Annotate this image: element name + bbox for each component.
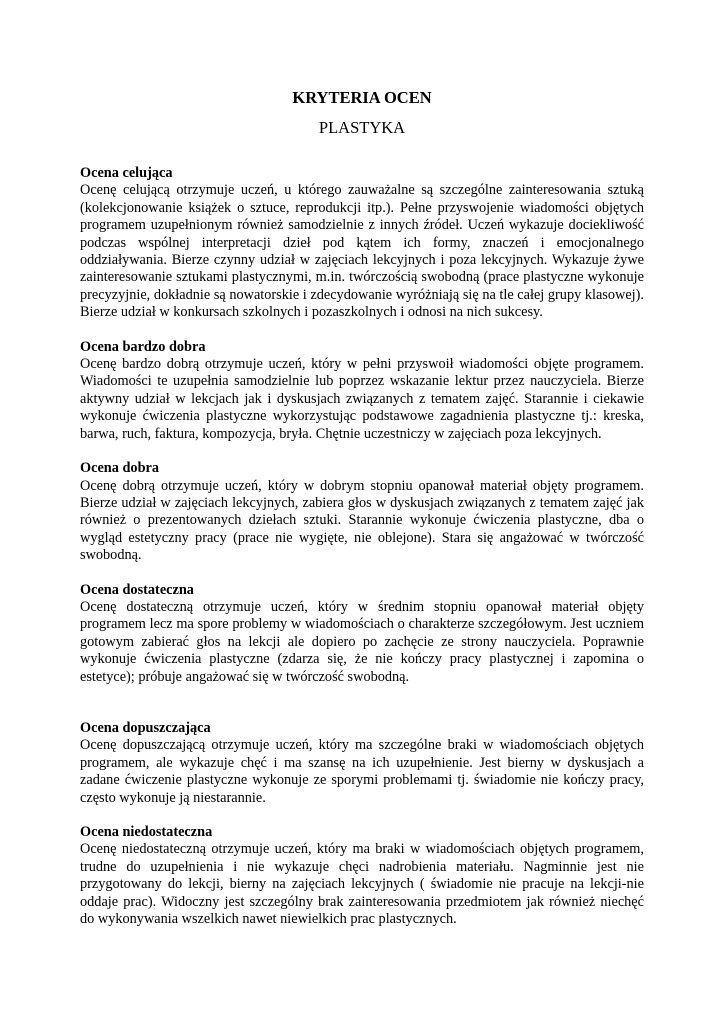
section-celujaca bbox=[80, 165, 644, 322]
section-body: Ocenę celującą otrzymuje uczeń, u którego zauważalne są szczególne zainteresowania sztuką (kolekcjonowanie książek o sztuce, reprodukcji itp.). Pełne przyswojenie wiadomości objętych programem uzupełnionym również samodzielnie z innych źródeł. Uczeń wykazuje dociekliwość podczas wspólnej interpretacji dzieł pod kątem ich formy, znaczeń i emocjonalnego oddziaływania. Bierze czynny udział w zajęciach lekcyjnych i poza lekcyjnych. Wykazuje żywe zainteresowanie sztukami plastycznymi, m.in. twórczością swobodną (prace plastyczne wykonuje precyzyjnie, dokładnie są nowatorskie i zdecydowanie wyróżniają się na tle całej grupy klasowej). Bierze udział w konkursach szkolnych i pozaszkolnych i odnosi na nich sukcesy. bbox=[80, 182, 644, 321]
page-title: KRYTERIA OCEN bbox=[292, 88, 432, 107]
section-heading: Ocena dobra bbox=[80, 460, 160, 477]
section-body: Ocenę niedostateczną otrzymuje uczeń, który ma braki w wiadomościach objętych programem, trudne do uzupełnienia i nie wykazuje chęci nadrobienia materiału. Nagminnie jest nie przygotowany do lekcji, bierny na zajęciach lekcyjnych ( świadomie nie pracuje na lekcji-nie oddaje prac). Widoczny jest szczególny brak zainteresowania przedmiotem jak również niechęć do wykonywania wszelkich nawet niewielkich prac plastycznych. bbox=[80, 841, 644, 928]
section-heading: Ocena bardzo dobra bbox=[80, 338, 206, 355]
section-body: Ocenę dostateczną otrzymuje uczeń, który w średnim stopniu opanował materiał objęty programem lecz ma spore problemy w wiadomościach o charakterze szczegółowym. Jest uczniem gotowym zabierać głos na lekcji ale dopiero po zachęcie ze strony nauczyciela. Poprawnie wykonuje ćwiczenia plastyczne (zdarza się, że nie kończy pracy plastycznej i zapomina o estetyce); próbuje angażować się w twórczość swobodną. bbox=[80, 598, 644, 685]
section-heading: Ocena dopuszczająca bbox=[80, 719, 211, 736]
section-body: Ocenę dopuszczającą otrzymuje uczeń, który ma szczególne braki w wiadomościach objętych programem, ale wykazuje chęć i ma szansę na ich uzupełnienie. Jest bierny w dyskusjach a zadane ćwiczenie plastyczne wykonuje ze sporymi problemami tj. świadomie nie kończy pracy, często wykonuje ją niestarannie. bbox=[80, 737, 644, 806]
page-subtitle: PLASTYKA bbox=[318, 118, 406, 137]
section-heading: Ocena dostateczna bbox=[80, 581, 194, 598]
document-page bbox=[80, 88, 644, 928]
section-dostateczna bbox=[80, 582, 644, 686]
section-body: Ocenę bardzo dobrą otrzymuje uczeń, który w pełni przyswoił wiadomości objęte programem. Wiadomości te uzupełnia samodzielnie lub poprzez wskazanie lektur przez nauczyciela. Bierze aktywny udział w lekcjach jak i dyskusjach związanych z tematem zajęć. Starannie i ciekawie wykonuje ćwiczenia plastyczne wykorzystując podstawowe zagadnienia plastyczne tj.: kreska, barwa, ruch, faktura, kompozycja, bryła. Chętnie uczestniczy w zajęciach poza lekcyjnych. bbox=[80, 356, 644, 442]
section-dopuszczajaca bbox=[80, 720, 644, 807]
section-bardzo-dobra bbox=[80, 339, 644, 443]
section-niedostateczna bbox=[80, 824, 644, 928]
section-heading: Ocena niedostateczna bbox=[80, 824, 213, 840]
section-heading: Ocena celująca bbox=[80, 165, 173, 181]
section-body: Ocenę dobrą otrzymuje uczeń, który w dobrym stopniu opanował materiał objęty programem. Bierze udział w zajęciach lekcyjnych, zabiera głos w dyskusjach związanych z tematem zajęć jak również o prezentowanych dziełach sztuki. Starannie wykonuje ćwiczenia plastyczne, dba o wygląd estetyczny pracy (prace nie wygięte, nie oblejone). Stara się angażować w twórczość swobodną. bbox=[80, 477, 644, 564]
section-dobra bbox=[80, 460, 644, 564]
